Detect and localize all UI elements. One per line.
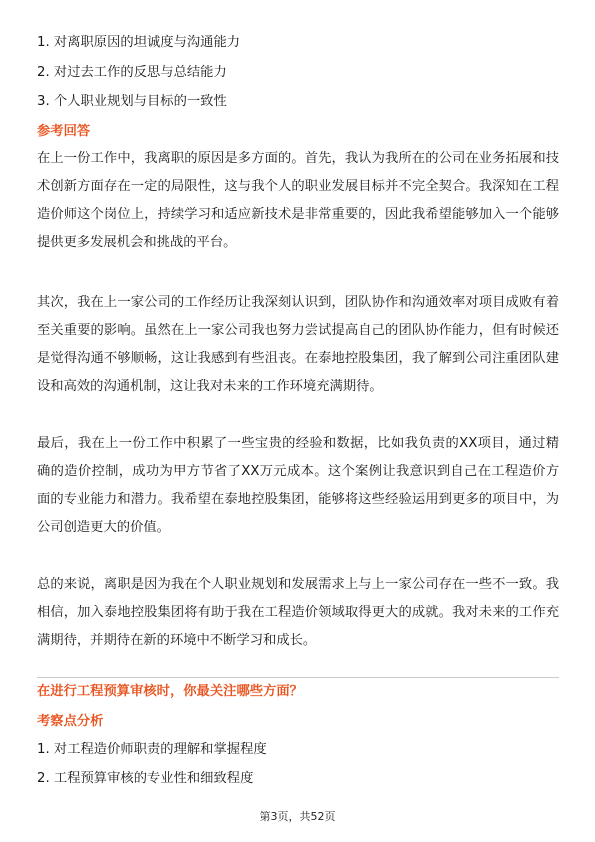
list-item: 3. 个人职业规划与目标的一致性: [37, 94, 227, 109]
list-item: 2. 工程预算审核的专业性和细致程度: [37, 771, 254, 786]
points-heading: 考察点分析: [37, 714, 104, 729]
page-footer: 第3页，共52页: [259, 810, 336, 823]
list-item: 1. 对工程造价师职责的理解和掌握程度: [37, 742, 267, 757]
answer-paragraph: 总的来说，离职是因为我在个人职业规划和发展需求上与上一家公司存在一些不一致。我相信，加入泰地控股集团将有助于我在工程造价领域取得更大的成就。我对未来的工作充满期待，并期待在新的环境中不断学习和成长。: [37, 577, 559, 648]
answer-paragraph: 其次，我在上一家公司的工作经历让我深刻认识到，团队协作和沟通效率对项目成败有着至关重要的影响。虽然在上一家公司我也努力尝试提高自己的团队协作能力，但有时候还是觉得沟通不够顺畅，这让我感到有些沮丧。在泰地控股集团，我了解到公司注重团队建设和高效的沟通机制，这让我对未来的工作环境充满期待。: [37, 295, 559, 394]
question-heading: 在进行工程预算审核时，你最关注哪些方面？: [37, 684, 303, 699]
answer-paragraph: 在上一份工作中，我离职的原因是多方面的。首先，我认为我所在的公司在业务拓展和技术创新方面存在一定的局限性，这与我个人的职业发展目标并不完全契合。我深知在工程造价师这个岗位上，持续学习和适应新技术是非常重要的，因此我希望能够加入一个能够提供更多发展机会和挑战的平台。: [37, 151, 559, 250]
answer-paragraph: 最后，我在上一份工作中积累了一些宝贵的经验和数据，比如我负责的XX项目，通过精确的造价控制，成功为甲方节省了XX万元成本。这个案例让我意识到自己在工程造价方面的专业能力和潜力。我希望在泰地控股集团，能够将这些经验运用到更多的项目中，为公司创造更大的价值。: [37, 436, 559, 535]
list-item: 1. 对离职原因的坦诚度与沟通能力: [37, 35, 241, 50]
list-item: 2. 对过去工作的反思与总结能力: [37, 65, 227, 80]
section-divider: [37, 677, 559, 678]
answer-heading: 参考回答: [37, 124, 91, 139]
